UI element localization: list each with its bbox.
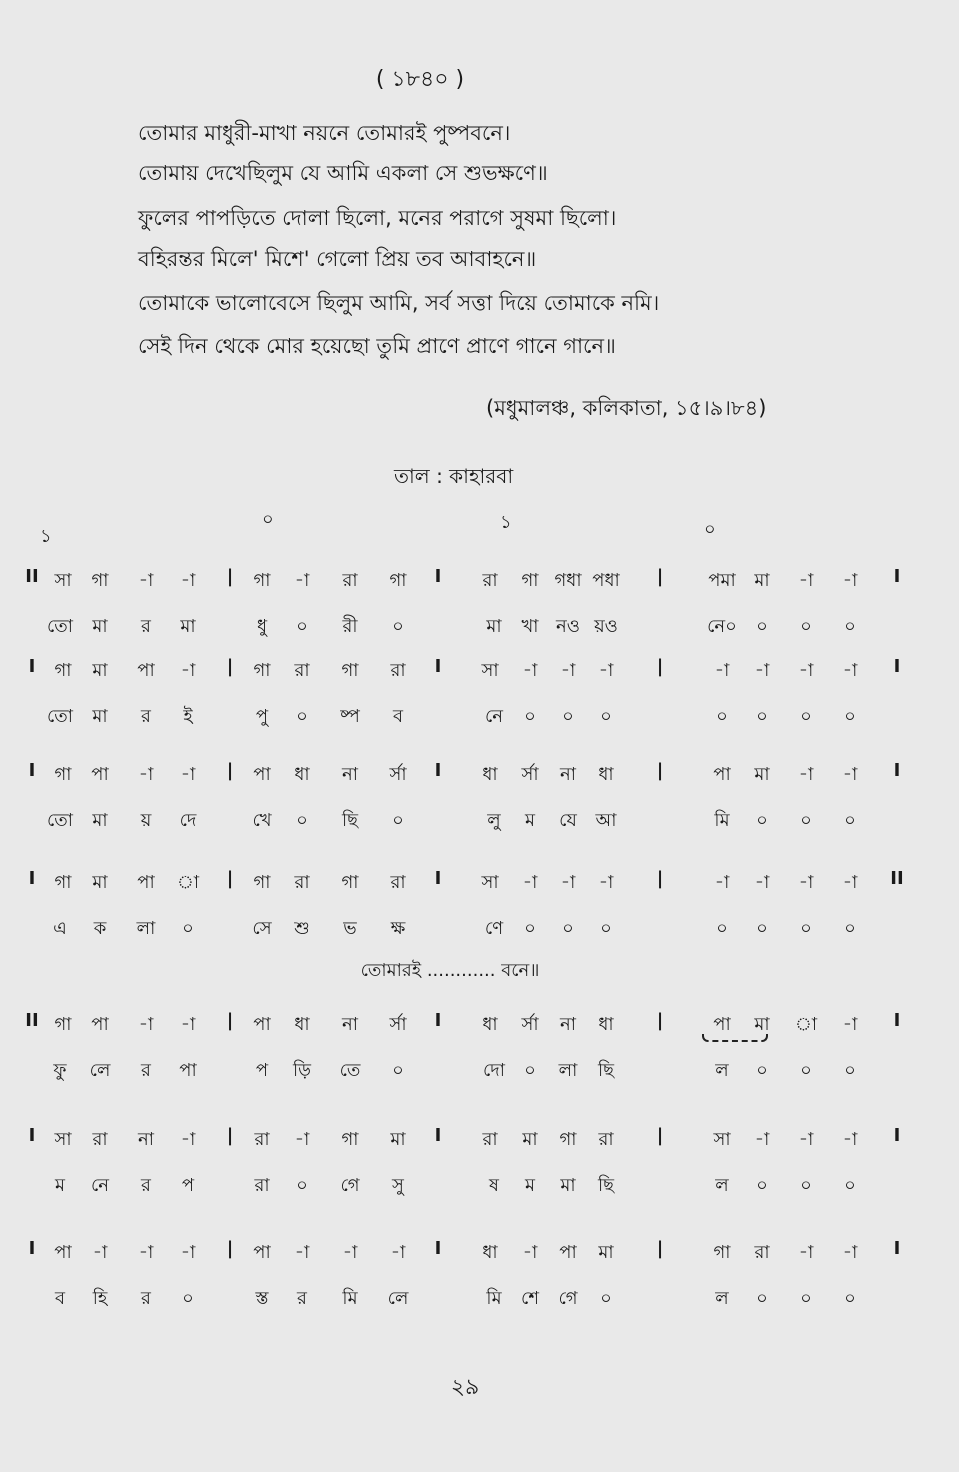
swara-note: া [176,872,200,893]
lyric-syllable: তে [339,1060,361,1081]
swara-note: -া [180,570,196,591]
lyric-syllable-row [0,914,959,944]
bar-line: I [28,656,36,677]
lyric-syllable-row [0,806,959,836]
bar-line: | [226,868,234,889]
refrain-caption: তোমারই ............ বনে॥ [360,960,540,981]
swara-note: া [794,1014,818,1035]
lyric-syllable: ০ [716,706,728,727]
swara-note: -া [754,1129,770,1150]
source-citation: (মধুমালঞ্চ, কলিকাতা, ১৫।৯।৮৪) [486,396,767,420]
swara-note: পা [137,872,155,893]
lyric-syllable: রা [254,1175,270,1196]
swara-row [0,868,959,898]
lyric-syllable: ০ [756,1060,768,1081]
swara-note: -া [842,1014,858,1035]
swara-note: রা [390,660,406,681]
swara-note: গা [54,872,72,893]
lyric-syllable: ০ [524,706,536,727]
swara-note: পধা [592,570,620,591]
swara-note: ধা [294,1014,310,1035]
lyric-syllable: ই [183,706,193,727]
bar-line: I [893,1125,901,1146]
bar-line: | [656,760,664,781]
swara-note: ধা [598,764,614,785]
swara-note: গা [91,570,109,591]
beat-mark: ১ [500,512,512,533]
swara-note: না [560,1014,576,1035]
swara-note: র্সা [521,1014,539,1035]
lyric-syllable-row [0,1171,959,1201]
lyric-syllable: গে [558,1288,578,1309]
swara-note: রা [598,1129,614,1150]
swara-note: সা [54,1129,72,1150]
swara-note: গা [54,1014,72,1035]
swara-note: -া [714,872,730,893]
bar-line: II [890,868,904,889]
lyric-syllable: মা [486,616,502,637]
lyric-syllable: মি [486,1288,502,1309]
bar-line: I [28,760,36,781]
swara-note: সা [481,660,499,681]
lyric-syllable: ল [715,1175,729,1196]
beat-mark: ০ [704,519,716,540]
lyric-syllable: ০ [800,918,812,939]
swara-note: মা [754,1014,770,1035]
bar-line: I [893,760,901,781]
swara-row [0,1238,959,1268]
swara-note: মা [92,872,108,893]
lyric-syllable: নে [90,1175,110,1196]
lyric-syllable: মি [342,1288,358,1309]
swara-note: -া [798,1129,814,1150]
swara-note: মা [754,764,770,785]
swara-note: ধা [482,1014,498,1035]
lyric-syllable: লু [487,810,501,831]
swara-note: গা [253,570,271,591]
lyric-syllable: সে [252,918,272,939]
lyric-syllable: ০ [524,918,536,939]
beat-mark: ০ [262,509,274,530]
swara-note: -া [180,1014,196,1035]
lyric-syllable-row [0,1056,959,1086]
lyric-syllable: ০ [524,1060,536,1081]
lyric-syllable: ছি [597,1060,615,1081]
lyric-syllable: নও [556,616,580,637]
swara-note: পা [91,1014,109,1035]
lyric-syllable: ক্ষ [390,918,406,939]
bar-line: I [434,868,442,889]
bar-line: | [226,1238,234,1259]
bar-line: I [893,1238,901,1259]
swara-note: -া [842,660,858,681]
lyric-syllable: তো [46,706,74,727]
swara-note: সা [481,872,499,893]
swara-note: পা [91,764,109,785]
lyric-syllable: ০ [296,1175,308,1196]
lyric-syllable: স্ত [255,1288,269,1309]
lyric-syllable: র [141,1060,151,1081]
bar-line: I [28,868,36,889]
lyric-syllable: ০ [844,1288,856,1309]
swara-note: রা [342,570,358,591]
swara-note: গা [559,1129,577,1150]
lyric-syllable: মা [92,706,108,727]
swara-note: রা [754,1242,770,1263]
lyric-syllable: র [141,1175,151,1196]
swara-note: রা [390,872,406,893]
lyric-syllable: ০ [844,918,856,939]
swara-note: পা [713,764,731,785]
swara-note: গা [341,660,359,681]
swara-note: -া [714,660,730,681]
swara-note: -া [294,1129,310,1150]
swara-note: -া [92,1242,108,1263]
bar-line: | [656,1238,664,1259]
swara-note: রা [92,1129,108,1150]
lyric-syllable: ম [55,1175,65,1196]
bar-line: I [434,760,442,781]
swara-note: পা [713,1014,731,1035]
swara-note: -া [560,660,576,681]
lyric-syllable: ছি [341,810,359,831]
bar-line: I [893,566,901,587]
lyric-syllable: ০ [756,918,768,939]
lyric-syllable: ০ [756,616,768,637]
lyric-syllable: র [141,706,151,727]
swara-note: -া [842,872,858,893]
lyric-syllable: ল [715,1288,729,1309]
swara-note: গা [713,1242,731,1263]
lyric-syllable: ম [525,1175,535,1196]
swara-note: পমা [708,570,736,591]
lyric-syllable: আ [595,810,617,831]
swara-note: গা [54,764,72,785]
lyric-syllable: ভ [343,918,357,939]
swara-note: -া [294,1242,310,1263]
swara-note: গা [253,660,271,681]
lyric-syllable-row [0,1284,959,1314]
swara-note: সা [713,1129,731,1150]
swara-note: -া [598,872,614,893]
swara-note: -া [390,1242,406,1263]
lyric-syllable: ছি [597,1175,615,1196]
lyric-syllable: রী [342,616,358,637]
bar-line: I [434,1125,442,1146]
swara-note: রা [482,570,498,591]
swara-note: না [342,1014,358,1035]
swara-note: র্সা [521,764,539,785]
swara-note: পা [253,1014,271,1035]
bar-line: I [28,1125,36,1146]
lyric-syllable: র [141,616,151,637]
lyric-syllable: ০ [296,810,308,831]
swara-note: গা [521,570,539,591]
swara-note: র্সা [389,1014,407,1035]
lyric-syllable: ০ [296,616,308,637]
lyric-syllable: য় [140,810,152,831]
lyric-syllable: ০ [600,706,612,727]
bar-line: | [226,566,234,587]
lyric-syllable: ০ [800,1175,812,1196]
lyric-syllable: যে [559,810,577,831]
swara-note: -া [798,660,814,681]
swara-note: না [560,764,576,785]
lyric-syllable: ০ [392,1060,404,1081]
lyric-syllable: য়ও [594,616,618,637]
bar-line: II [25,1010,39,1031]
lyric-syllable: লে [387,1288,409,1309]
bar-line: | [226,1010,234,1031]
bar-line: | [226,1125,234,1146]
taal-heading: তাল : কাহারবা [394,464,514,488]
bar-line: | [656,868,664,889]
lyric-line: তোমাকে ভালোবেসে ছিলুম আমি, সর্ব সত্তা দিয়ে তোমাকে নমি। [138,291,660,315]
swara-note: -া [138,570,154,591]
lyric-syllable: ০ [716,918,728,939]
swara-row [0,1125,959,1155]
swara-row [0,656,959,686]
lyric-syllable: ০ [800,706,812,727]
swara-note: গা [54,660,72,681]
swara-note: -া [138,1014,154,1035]
swara-note: -া [138,764,154,785]
swara-note: -া [180,764,196,785]
bar-line: I [893,1010,901,1031]
lyric-syllable: মা [92,810,108,831]
bar-line: I [434,656,442,677]
swara-note: -া [522,660,538,681]
swara-note: -া [798,1242,814,1263]
lyric-syllable: ষ্প [340,706,360,727]
lyric-syllable: ০ [800,1060,812,1081]
lyric-syllable: ব [392,706,404,727]
lyric-syllable: নে [484,706,504,727]
lyric-syllable: ০ [844,1060,856,1081]
lyric-syllable: মা [560,1175,576,1196]
lyric-syllable: শে [521,1288,539,1309]
lyric-syllable: ০ [800,810,812,831]
swara-note: -া [842,570,858,591]
bar-line: | [656,1010,664,1031]
lyric-syllable: ০ [392,616,404,637]
bar-line: | [656,656,664,677]
swara-row [0,566,959,596]
swara-note: পা [559,1242,577,1263]
swara-note: ধা [482,764,498,785]
lyric-syllable: ০ [800,1288,812,1309]
swara-note: না [342,764,358,785]
swara-note: -া [842,1242,858,1263]
lyric-syllable: ণে [484,918,504,939]
bar-line: | [656,1125,664,1146]
swara-note: পা [253,764,271,785]
swara-note: গা [389,570,407,591]
swara-note: রা [294,872,310,893]
swara-note: পা [54,1242,72,1263]
swara-note: গা [341,872,359,893]
lyric-syllable: ০ [392,810,404,831]
swara-note: না [138,1129,154,1150]
swara-note: মা [522,1129,538,1150]
swara-note: গা [341,1129,359,1150]
swara-note: মা [754,570,770,591]
swara-note: পা [137,660,155,681]
beat-mark: ১ [40,526,52,547]
bar-line: I [434,1010,442,1031]
lyric-syllable: ব [54,1288,66,1309]
lyric-syllable: ০ [562,918,574,939]
lyric-syllable: মা [92,616,108,637]
swara-note: র্সা [389,764,407,785]
lyric-syllable: লা [558,1060,578,1081]
bar-line: I [893,656,901,677]
lyric-syllable: এ [53,918,67,939]
swara-note: -া [798,764,814,785]
lyric-syllable: ড়ি [293,1060,311,1081]
bar-line: | [226,760,234,781]
lyric-syllable: ০ [756,810,768,831]
lyric-syllable: ফু [53,1060,67,1081]
lyric-syllable: খে [252,810,272,831]
bar-line: | [226,656,234,677]
swara-note: গধা [554,570,582,591]
lyric-line: সেই দিন থেকে মোর হয়েছো তুমি প্রাণে প্রাণে গানে গানে॥ [138,334,616,358]
swara-row [0,760,959,790]
swara-note: -া [138,1242,154,1263]
lyric-syllable: লা [136,918,156,939]
lyric-syllable: ০ [756,706,768,727]
swara-note: -া [180,1242,196,1263]
lyric-syllable: পু [255,706,269,727]
lyric-syllable: প [255,1060,269,1081]
page-header: ( ১৮৪০ ) [375,67,465,92]
lyric-syllable: হি [92,1288,108,1309]
swara-note: -া [180,660,196,681]
lyric-syllable: পা [179,1060,197,1081]
lyric-syllable: তো [46,810,74,831]
lyric-syllable: ০ [844,810,856,831]
swara-note: -া [842,1129,858,1150]
lyric-syllable: মি [714,810,730,831]
lyric-syllable-row [0,702,959,732]
lyric-syllable: ক [93,918,107,939]
lyric-syllable: ০ [562,706,574,727]
swara-note: -া [522,872,538,893]
lyric-syllable: ০ [844,616,856,637]
swara-note: -া [560,872,576,893]
lyric-line: তোমার মাধুরী-মাখা নয়নে তোমারই পুষ্পবনে। [138,121,511,145]
lyric-syllable: ষ [489,1175,499,1196]
swara-note: -া [754,660,770,681]
swara-note: ধা [482,1242,498,1263]
lyric-syllable: শু [294,918,310,939]
swara-note: মা [92,660,108,681]
lyric-syllable: ০ [844,706,856,727]
swara-note: গা [253,872,271,893]
swara-note: রা [254,1129,270,1150]
lyric-line: বহিরন্তর মিলে' মিশে' গেলো প্রিয় তব আবাহনে॥ [138,247,537,271]
lyric-syllable: নে০ [707,616,737,637]
lyric-line: তোমায় দেখেছিলুম যে আমি একলা সে শুভক্ষণে॥ [138,161,548,185]
lyric-syllable: লে [89,1060,111,1081]
lyric-syllable: গে [340,1175,360,1196]
swara-note: -া [180,1129,196,1150]
swara-note: -া [842,764,858,785]
swara-note: -া [754,872,770,893]
bar-line: I [28,1238,36,1259]
swara-note: সা [54,570,72,591]
lyric-syllable: মা [180,616,196,637]
lyric-syllable: প [181,1175,195,1196]
lyric-syllable: ০ [756,1288,768,1309]
swara-note: -া [598,660,614,681]
bar-line: I [434,566,442,587]
lyric-syllable: সু [392,1175,404,1196]
lyric-syllable: দো [483,1060,505,1081]
lyric-syllable: ধু [256,616,268,637]
lyric-line: ফুলের পাপড়িতে দোলা ছিলো, মনের পরাগে সুষমা ছিলো। [138,206,617,230]
lyric-syllable: ০ [844,1175,856,1196]
swara-note: মা [598,1242,614,1263]
lyric-syllable: ০ [600,918,612,939]
swara-note: ধা [598,1014,614,1035]
swara-note: -া [798,872,814,893]
lyric-syllable: ০ [182,1288,194,1309]
slur-mark [702,1034,768,1042]
swara-note: ধা [294,764,310,785]
lyric-syllable: ০ [756,1175,768,1196]
lyric-syllable: র [297,1288,307,1309]
swara-note: পা [253,1242,271,1263]
swara-note: মা [390,1129,406,1150]
swara-note: -া [522,1242,538,1263]
lyric-syllable: ০ [800,616,812,637]
lyric-syllable: তো [46,616,74,637]
swara-note: রা [294,660,310,681]
swara-row [0,1010,959,1040]
bar-line: I [434,1238,442,1259]
lyric-syllable-row [0,612,959,642]
lyric-syllable: ম [525,810,535,831]
lyric-syllable: খা [521,616,539,637]
swara-note: -া [798,570,814,591]
swara-note: -া [294,570,310,591]
swara-note: -া [342,1242,358,1263]
bar-line: | [656,566,664,587]
page-number: ২৯ [450,1375,480,1400]
lyric-syllable: দে [179,810,197,831]
bar-line: II [25,566,39,587]
lyric-syllable: ল [715,1060,729,1081]
lyric-syllable: ০ [296,706,308,727]
lyric-syllable: র [141,1288,151,1309]
lyric-syllable: ০ [182,918,194,939]
swara-note: রা [482,1129,498,1150]
lyric-syllable: ০ [600,1288,612,1309]
